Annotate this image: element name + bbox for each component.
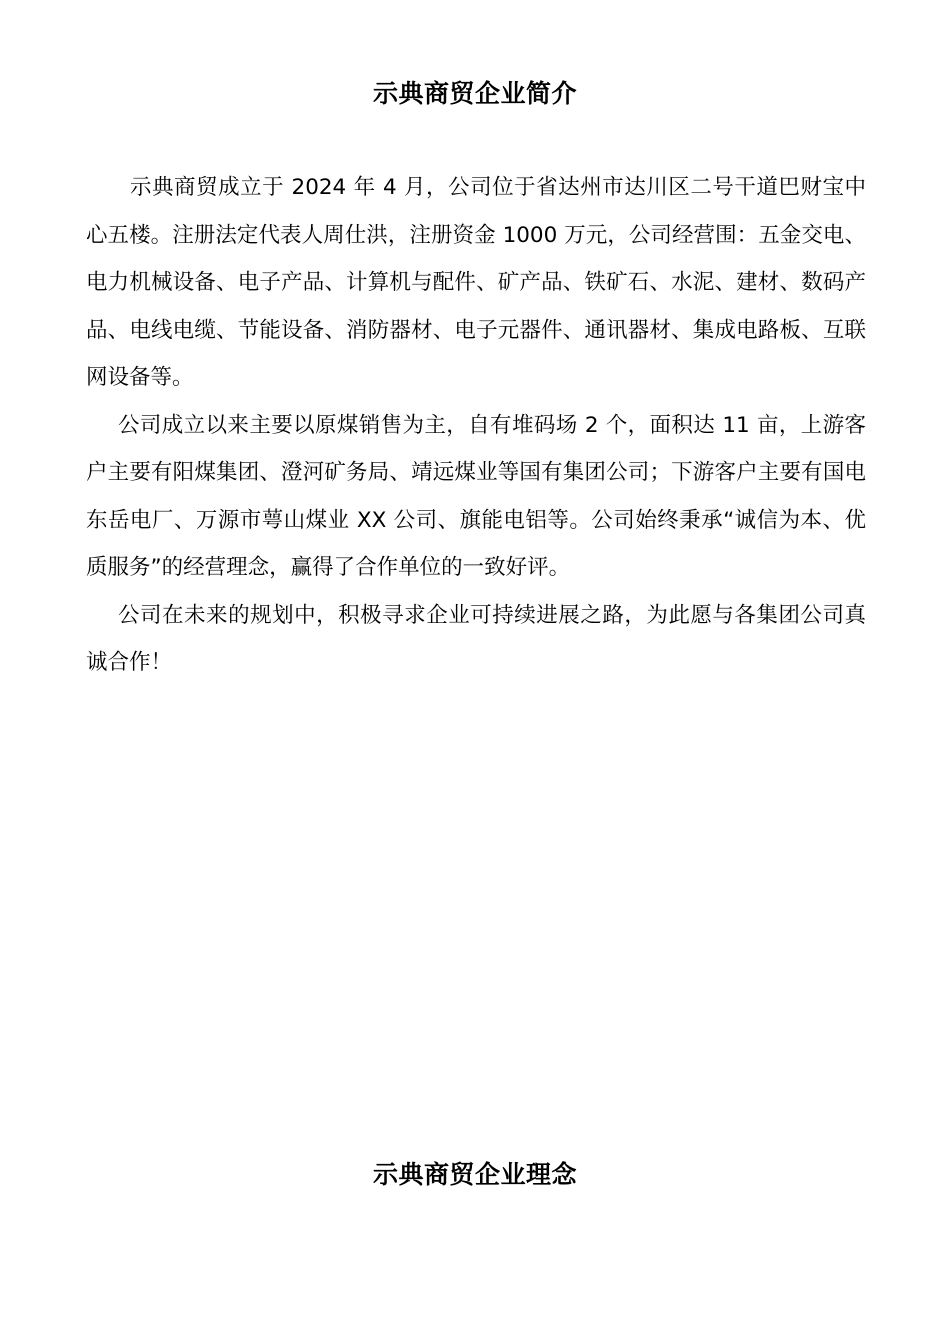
paragraph-business-clients: 公司成立以来主要以原煤销售为主，自有堆码场 2 个，面积达 11 亩，上游客户主要有阳煤集团、澄河矿务局、靖远煤业等国有集团公司；下游客户主要有国电东岳电厂、万源市萼山煤业 XX 公司、旗能电铝等。公司始终秉承“诚信为本、优质服务”的经营理念，赢得了合作单位的一致好评。 (86, 412, 866, 580)
section-title-company-philosophy: 示典商贸企业理念 (372, 1160, 577, 1189)
paragraph-company-info: 示典商贸成立于 2024 年 4 月，公司位于省达州市达川区二号干道巴财宝中心五楼。注册法定代表人周仕洪，注册资金 1000 万元，公司经营围：五金交电、电力机械设备、电子产品、计算机与配件、矿产品、铁矿石、水泥、建材、数码产品、电线电缆、节能设备、消防器材、电子元器件、通讯器材、集成电路板、互联网设备等。 (86, 175, 866, 390)
company-profile-body (86, 164, 866, 687)
section-title-company-profile: 示典商贸企业简介 (372, 79, 577, 108)
paragraph-future-plans: 公司在未来的规划中，积极寻求企业可持续进展之路，为此愿与各集团公司真诚合作！ (86, 602, 866, 675)
